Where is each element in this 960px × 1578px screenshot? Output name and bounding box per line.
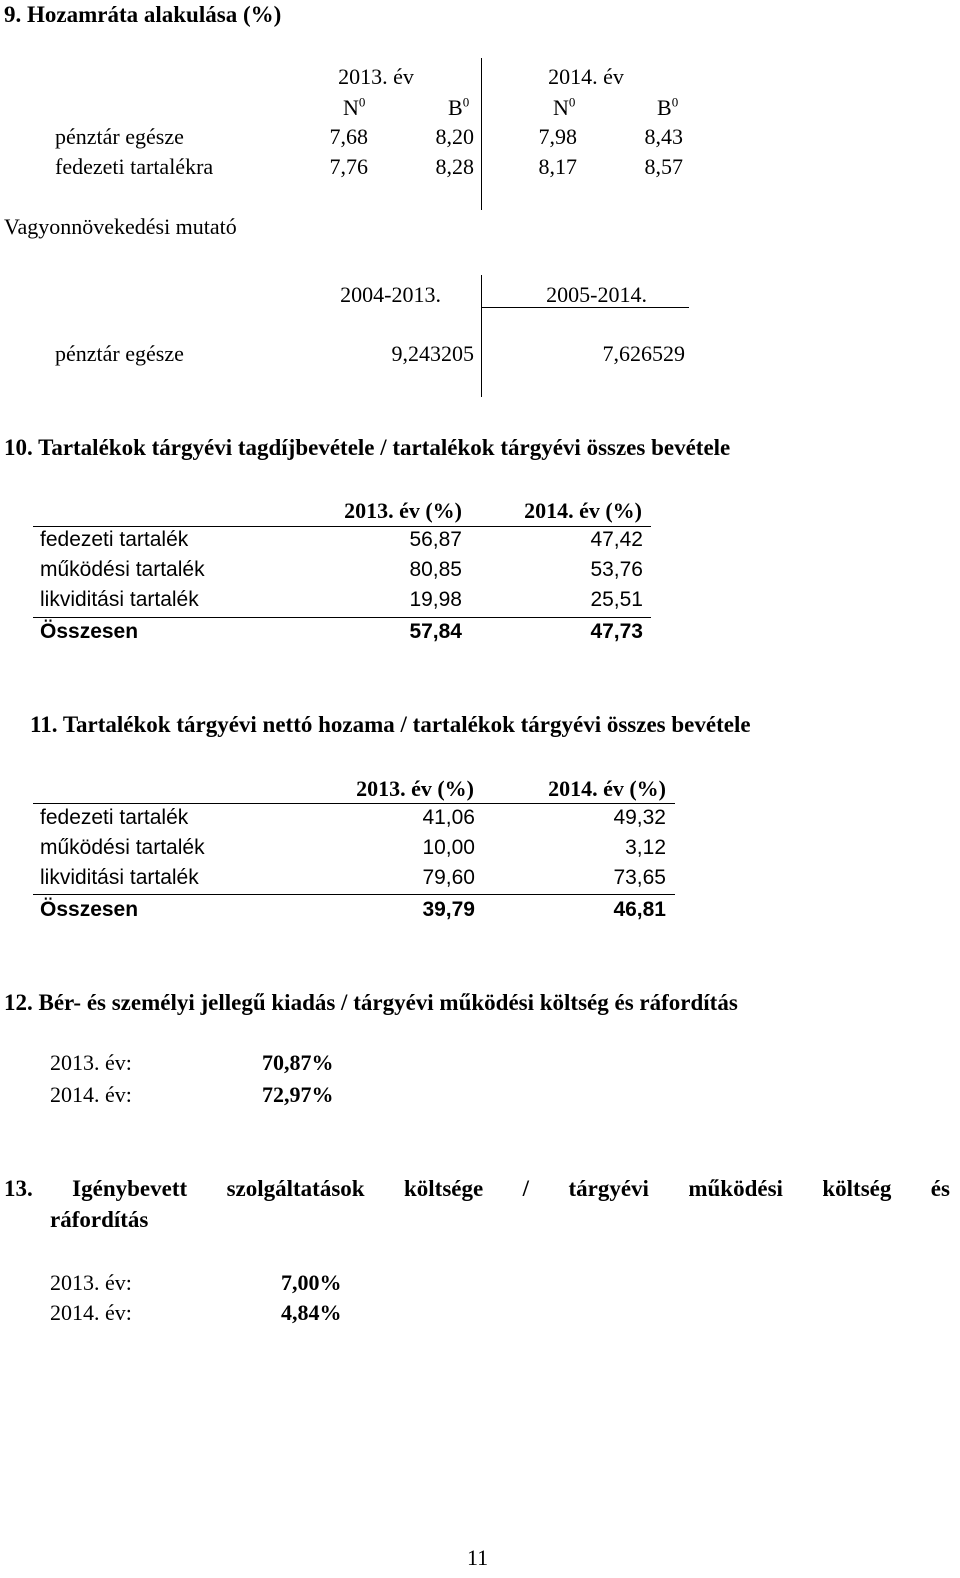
- row-label: pénztár egésze: [55, 124, 184, 149]
- growth-heading: Vagyonnövekedési mutató: [4, 214, 237, 239]
- year-value: 7,00%: [281, 1270, 342, 1295]
- section-10-heading: 10. Tartalékok tárgyévi tagdíjbevétele / tartalékok tárgyévi összes bevétele: [4, 435, 731, 460]
- total-2013: 57,84: [409, 620, 462, 643]
- table-9-n-2013: $N^0$: [343, 94, 366, 120]
- table-11-header-2013: 2013. év (%): [356, 776, 474, 801]
- cell-2013: 41,06: [422, 806, 475, 829]
- cell-2014: 49,32: [613, 806, 666, 829]
- table-11: [0, 806, 960, 896]
- growth-value-1: 9,243205: [391, 341, 474, 366]
- cell-2013: 80,85: [409, 558, 462, 581]
- year-label: 2014. év:: [50, 1300, 132, 1325]
- table-row: [0, 806, 960, 836]
- cell-n-2014: 7,98: [538, 124, 577, 149]
- cell-2013: 10,00: [422, 836, 475, 859]
- table-10-total-rule: [33, 617, 651, 618]
- row-label: fedezeti tartalék: [40, 528, 189, 551]
- section-13-heading-cont: ráfordítás: [50, 1207, 149, 1232]
- cell-n-2013: 7,68: [329, 124, 368, 149]
- cell-2013: 56,87: [409, 528, 462, 551]
- total-2014: 46,81: [613, 898, 666, 921]
- cell-2013: 19,98: [409, 588, 462, 611]
- table-9-divider: [481, 58, 482, 210]
- cell-n-2014: 8,17: [538, 154, 577, 179]
- table-row: [0, 836, 960, 866]
- table-9-header-2014: 2014. év: [548, 64, 624, 89]
- cell-2014: 73,65: [613, 866, 666, 889]
- table-row: [0, 558, 960, 588]
- table-11-header-2014: 2014. év (%): [548, 776, 666, 801]
- section-11-heading: 11. Tartalékok tárgyévi nettó hozama / tartalékok tárgyévi összes bevétele: [30, 712, 751, 737]
- total-2013: 39,79: [422, 898, 475, 921]
- table-row: [0, 866, 960, 896]
- total-2014: 47,73: [590, 620, 643, 643]
- table-11-top-rule: [33, 803, 675, 804]
- table-row: [0, 588, 960, 618]
- year-value: 4,84%: [281, 1300, 342, 1325]
- table-11-total-rule: [33, 894, 675, 895]
- page-number: 11: [467, 1545, 489, 1570]
- year-label: 2014. év:: [50, 1082, 132, 1107]
- table-11-total-row: [0, 898, 960, 928]
- cell-b-2013: 8,20: [435, 124, 474, 149]
- growth-value-2: 7,626529: [602, 341, 685, 366]
- table-9-header-2013: 2013. év: [338, 64, 414, 89]
- cell-b-2013: 8,28: [435, 154, 474, 179]
- section-12-heading: 12. Bér- és személyi jellegű kiadás / tárgyévi működési költség és ráfordítás: [4, 990, 738, 1015]
- year-value: 72,97%: [262, 1082, 334, 1107]
- row-label: fedezeti tartalék: [40, 806, 189, 829]
- table-10-header-2014: 2014. év (%): [524, 498, 642, 523]
- year-label: 2013. év:: [50, 1050, 132, 1075]
- cell-b-2014: 8,43: [644, 124, 683, 149]
- table-10-header-2013: 2013. év (%): [344, 498, 462, 523]
- table-10-total-row: [0, 620, 960, 650]
- cell-2014: 47,42: [590, 528, 643, 551]
- cell-2014: 3,12: [625, 836, 666, 859]
- cell-2014: 53,76: [590, 558, 643, 581]
- row-label: fedezeti tartalékra: [55, 154, 214, 179]
- row-label: likviditási tartalék: [40, 866, 199, 889]
- growth-header-col2: 2005-2014.: [546, 282, 647, 307]
- section-13-heading: 13. Igénybevett szolgáltatások költsége / tárgyévi működési költség és: [4, 1176, 950, 1201]
- cell-2014: 25,51: [590, 588, 643, 611]
- row-label: likviditási tartalék: [40, 588, 199, 611]
- cell-n-2013: 7,76: [329, 154, 368, 179]
- row-label: működési tartalék: [40, 836, 205, 859]
- table-9-n-2014: $N^0$: [553, 94, 576, 120]
- table-9-b-2013: $B^0$: [448, 94, 470, 120]
- total-label: Összesen: [40, 898, 139, 921]
- cell-2013: 79,60: [422, 866, 475, 889]
- table-10-top-rule: [33, 526, 651, 527]
- growth-table-divider: [481, 275, 482, 397]
- table-9-b-2014: $B^0$: [657, 94, 679, 120]
- row-label: működési tartalék: [40, 558, 205, 581]
- table-row: [0, 528, 960, 558]
- year-value: 70,87%: [262, 1050, 334, 1075]
- cell-b-2014: 8,57: [644, 154, 683, 179]
- year-label: 2013. év:: [50, 1270, 132, 1295]
- section-9-heading: 9. Hozamráta alakulása (%): [4, 2, 282, 27]
- row-label: pénztár egésze: [55, 341, 184, 366]
- total-label: Összesen: [40, 620, 139, 643]
- growth-header-col1: 2004-2013.: [340, 282, 441, 307]
